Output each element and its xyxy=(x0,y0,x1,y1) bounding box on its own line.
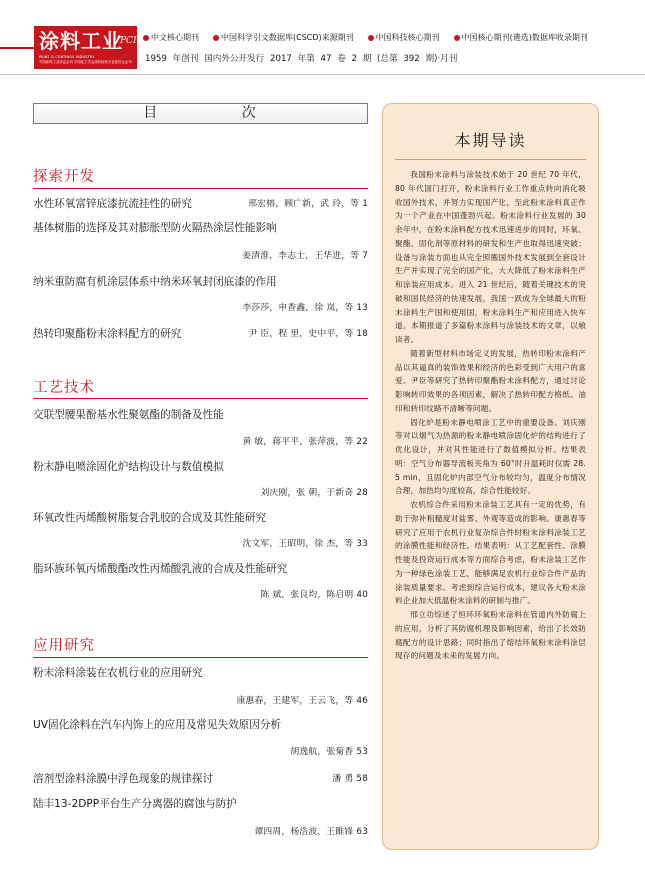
entry-title[interactable]: 环氧改性丙烯酸树脂复合乳胶的合成及其性能研究 xyxy=(33,512,267,524)
index-list xyxy=(143,30,602,46)
entry-title[interactable]: 粉末静电喷涂固化炉结构设计与数值模拟 xyxy=(33,461,224,473)
entry-title[interactable]: 陆丰13-2DPP平台生产分离器的腐蚀与防护 xyxy=(33,798,237,810)
entry-title: 水性环氧富锌底漆抗流挂性的研究 xyxy=(33,198,192,210)
toc-entry[interactable] xyxy=(33,327,368,341)
entry-title[interactable]: 粉末涂料涂装在农机行业的应用研究 xyxy=(33,667,203,679)
entry-authors-page: 邢宏榕，顾广新，武 玲，等 1 xyxy=(248,199,368,209)
entry-authors-page: 刘庆刚，张 朝，于新奇 28 xyxy=(260,488,368,498)
logo-subtitle: 中国涂料工业协会会刊 中国化工学会涂料涂装专业委员会会刊 xyxy=(39,60,132,64)
entry-authors-page: 康惠春，王建军，王云飞，等 46 xyxy=(236,696,368,706)
index-item xyxy=(143,30,199,46)
logo-english: PAINT & COATINGS INDUSTRY xyxy=(39,55,95,59)
bullet-icon xyxy=(213,35,219,41)
entry-title[interactable]: 脂环族环氧丙烯酸酯改性丙烯酸乳液的合成及性能研究 xyxy=(33,563,288,575)
toc-entry[interactable] xyxy=(33,772,368,786)
index-label: 中国科学引文数据库(CSCD)来源期刊 xyxy=(221,33,354,42)
entry-authors-page: 潘 勇 58 xyxy=(332,774,368,784)
guide-paragraph: 随着新型材料市场定义的发展，热转印粉末涂料产品以其逼真的装饰效果和经济的色彩受到广大用户的喜爱。尹臣等研究了热转印聚酯粉末涂料配方，通过讨论影响转印效果的各项因素，解决了热转印配方格纸、油印和转印纹路不清晰等问题。 xyxy=(395,348,586,413)
entry-title[interactable]: 纳米重防腐有机涂层体系中纳米环氧封闭底漆的作用 xyxy=(33,276,277,288)
section-title-process: 工艺技术 xyxy=(33,380,95,396)
entry-authors-page: 尹 臣，程 里，史中平，等 18 xyxy=(248,329,368,339)
entry-title[interactable]: UV固化涂料在汽车内饰上的应用及常见失效原因分析 xyxy=(33,719,282,731)
index-label: 中国核心期刊(遴选)数据库收录期刊 xyxy=(461,33,588,42)
guide-paragraph: 农机综合件采用粉末涂装工艺具有一定的优势，有助于弥补粗糙度对盐雾、外观等造成的影响。康惠春等研究了应用于农机行业复杂综合件时粉末涂料涂装工艺的涂膜性能和经济性。结果表明：从工艺配套性、涂膜性能及投资运行成本等方面综合考虑，粉末涂装工艺作为一种绿色涂装工艺，能够满足农机行业综合件产品的涂装质量要求。考虑到综合运行成本，建议各大粉末涂料企业加大低温粉末涂料的研制与推广。 xyxy=(395,500,586,606)
entry-title: 溶剂型涂料涂膜中浮色现象的规律探讨 xyxy=(33,773,214,785)
logo-title: 涂料工业 xyxy=(39,29,123,53)
index-label: 中国科技核心期刊 xyxy=(375,33,440,42)
bullet-icon xyxy=(454,35,460,41)
journal-logo[interactable] xyxy=(34,26,137,69)
issue-guide-panel xyxy=(382,103,599,850)
entry-title[interactable]: 交联型腰果酚基水性聚氨酯的制备及性能 xyxy=(33,409,224,421)
entry-authors-page: 谭四周，杨浩波，王睢锋 63 xyxy=(254,827,368,837)
header-divider xyxy=(0,74,645,75)
toc-entry[interactable] xyxy=(33,197,368,211)
guide-body xyxy=(395,168,586,663)
section-rule xyxy=(33,657,368,658)
section-rule xyxy=(33,398,368,399)
index-label: 中文核心期刊 xyxy=(151,33,199,42)
guide-rule xyxy=(395,159,586,160)
entry-authors-page: 姜清淮，李志士，王华进，等 7 xyxy=(242,251,368,261)
index-item xyxy=(454,30,588,46)
guide-title: 本期导读 xyxy=(454,131,527,150)
logo-pci: PCI xyxy=(120,36,137,46)
guide-paragraph: 邢立功综述了恒环环氧粉末涂料在管道内外防腐上的应用，分析了其防腐机理及影响因素，给出了长效防腐配方的设计思路；同时指出了熔结环氧粉末涂料涂层现存的问题及未来的发展方向。 xyxy=(395,610,586,661)
bullet-icon xyxy=(368,35,374,41)
publication-info: 1959 年创刊 国内外公开发行 2017 年第 47 卷 2 期 (总第 392 期)·月刊 xyxy=(145,54,458,64)
toc-heading: 目 次 xyxy=(33,103,368,124)
entry-title[interactable]: 基体树脂的选择及其对膨胀型防火隔热涂层性能影响 xyxy=(33,222,277,234)
header-accent-rule xyxy=(0,47,34,49)
entry-title: 热转印聚酯粉末涂料配方的研究 xyxy=(33,328,182,340)
entry-authors-page: 陈 斌，张良均，陈启明 40 xyxy=(260,590,368,600)
entry-authors-page: 李莎莎，申香鑫，徐 岚，等 13 xyxy=(242,303,368,313)
section-title-exploration: 探索开发 xyxy=(33,169,95,185)
guide-paragraph: 我国粉末涂料与涂装技术始于 20 世纪 70 年代，80 年代国门打开，粉末涂料行业工作重点转向消化吸收国外技术，并努力实现国产化，至此粉末涂料真正作为一个产业在中国蓬勃兴起。粉末涂料行业发展的 30 余年中，在粉末涂料配方技术迅速进步的同时，环氧、聚酯、固化剂等原材料的研发和生产也取得迅速突破；设备与涂装方面也从完全照搬国外技术发展到全套设计生产并实现了完全的国产化，大大降低了粉末涂料生产和涂装应用成本。进入 21 世纪后，随着关键技术的突破和国民经济的快速发展，我国一跃成为全球最大的粉末涂料生产国和使用国，粉末涂料生产和应用进入快车道。本期报道了多篇粉末涂料与涂装技术的文章，以飨读者。 xyxy=(395,170,586,344)
entry-authors-page: 胡逸航，张菊香 53 xyxy=(290,747,368,757)
section-rule xyxy=(33,188,368,189)
entry-authors-page: 沈文军，王昭明，徐 杰，等 33 xyxy=(242,539,368,549)
guide-paragraph: 固化炉是粉末静电喷涂工艺中的重要设备。刘庆刚等对以烟气为热源的粉末静电喷涂固化炉的结构进行了优化设计，并对其性能进行了数值模拟分析。结果表明：空气分布器导流板夹角为 60°时升温耗时仅需 28.5 min，且固化炉内部空气分布较均匀，温度分布情况合理，加热均匀度较高，综合性能较好。 xyxy=(395,417,586,496)
section-title-application: 应用研究 xyxy=(33,638,95,654)
index-item xyxy=(213,30,354,46)
entry-authors-page: 黄 敏，蒋平平，张萍波，等 22 xyxy=(242,437,368,447)
bullet-icon xyxy=(143,35,149,41)
index-item xyxy=(368,30,440,46)
